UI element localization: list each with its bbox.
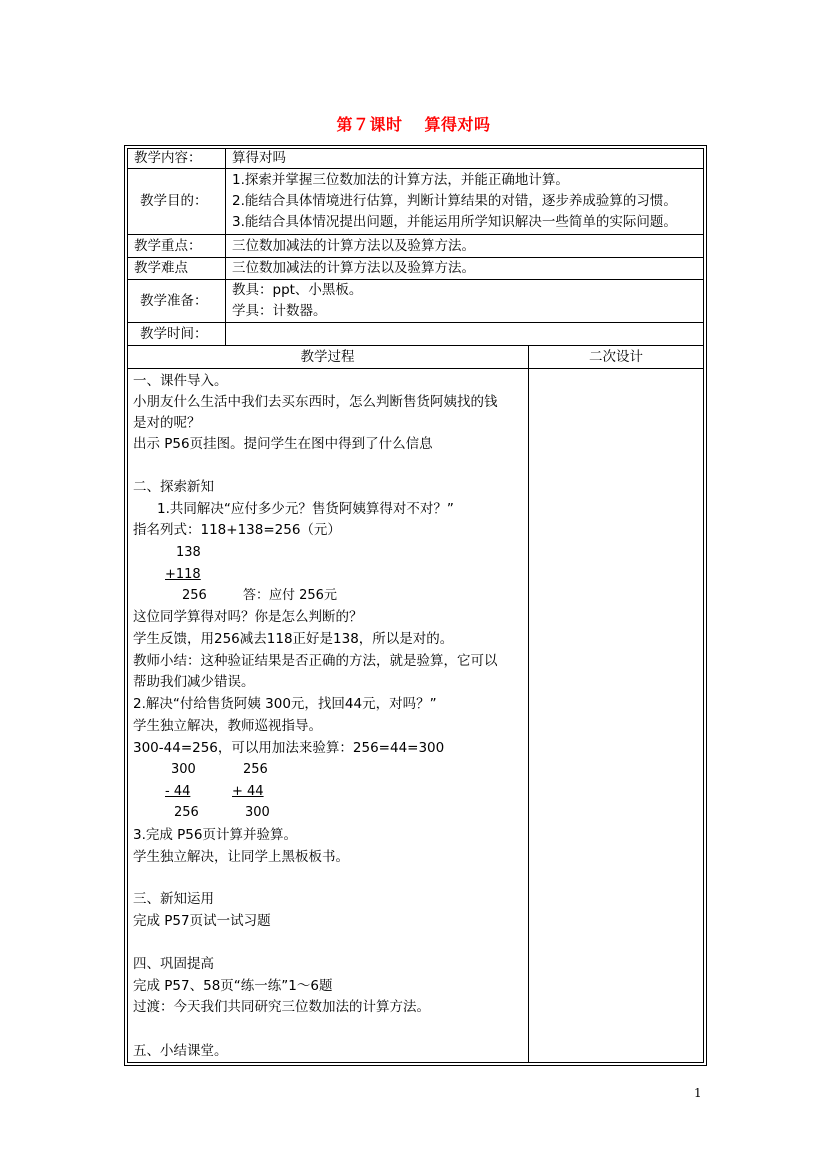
text-line: 小朋友什么生活中我们去买东西时，怎么判断售货阿姨找的钱 (133, 394, 498, 410)
label-time: 教学时间： (140, 326, 208, 342)
formula: 指名列式：118+138=256（元） (133, 522, 341, 538)
section-1-title: 一、课件导入。 (133, 373, 228, 389)
second-design-header: 二次设计 (589, 349, 643, 365)
text-line: 这位同学算得对吗？你是怎么判断的？ (133, 609, 363, 625)
preparation-student: 学具：计数器。 (232, 303, 327, 319)
row-divider (127, 322, 704, 323)
row-divider (127, 234, 704, 235)
value-content: 算得对吗 (232, 150, 286, 166)
objective-3: 3.能结合具体情况提出问题，并能运用所学知识解决一些简单的实际问题。 (232, 214, 677, 230)
calc2-top-b: 256 (243, 762, 268, 777)
label-key-points: 教学重点： (134, 238, 202, 254)
process-header: 教学过程 (300, 349, 355, 365)
text-line: 帮助我们减少错误。 (133, 674, 255, 690)
calc1-top: 138 (176, 545, 201, 560)
text-line: 学生反馈，用256减去118正好是138，所以是对的。 (133, 631, 454, 647)
lesson-name: 算得对吗 (424, 115, 491, 134)
question-1: 1.共同解决“应付多少元？售货阿姨算得对不对？” (157, 501, 454, 517)
calc1-bottom: +118 (165, 567, 201, 582)
text-line: 完成 P57、58页“练一练”1～6题 (133, 978, 333, 994)
calc2-result-b: 300 (245, 805, 270, 820)
text-line: 300-44=256，可以用加法来验算：256=44=300 (133, 740, 445, 756)
row-divider (127, 279, 704, 280)
text-line: 过渡：今天我们共同研究三位数加法的计算方法。 (133, 999, 430, 1015)
value-difficulties: 三位数加减法的计算方法以及验算方法。 (232, 260, 475, 276)
objective-1: 1.探索并掌握三位数加法的计算方法，并能正确地计算。 (232, 172, 569, 188)
row-divider (127, 345, 704, 346)
section-2-title: 二、探索新知 (133, 479, 214, 495)
label-objectives: 教学目的： (140, 193, 208, 209)
page-title (0, 112, 827, 135)
calc1-result: 256 (182, 588, 207, 603)
calc2-result-a: 256 (174, 805, 199, 820)
question-3: 3.完成 P56页计算并验算。 (133, 827, 297, 843)
text-line: 完成 P57页试一试习题 (133, 913, 271, 929)
section-4-title: 四、巩固提高 (133, 956, 214, 972)
calc2-top-a: 300 (171, 762, 196, 777)
text-line: 学生独立解决，让同学上黑板板书。 (133, 849, 349, 865)
text-line: 是对的呢？ (133, 415, 201, 431)
label-preparation: 教学准备： (140, 293, 208, 309)
process-column-divider (528, 345, 529, 1063)
label-difficulties: 教学难点 (134, 260, 188, 276)
page-number: 1 (694, 1086, 702, 1100)
text-line: 出示 P56页挂图。提问学生在图中得到了什么信息 (133, 436, 433, 452)
section-3-title: 三、新知运用 (133, 891, 214, 907)
calc2-bottom-a: - 44 (165, 784, 191, 799)
label-content: 教学内容： (134, 150, 202, 166)
text-line: 学生独立解决，教师巡视指导。 (133, 718, 322, 734)
calc2-bottom-b: + 44 (232, 784, 264, 799)
text-line: 教师小结：这种验证结果是否正确的方法，就是验算，它可以 (133, 653, 498, 669)
objective-2: 2.能结合具体情境进行估算，判断计算结果的对错，逐步养成验算的习惯。 (232, 193, 677, 209)
calc1-answer: 答：应付 256元 (243, 588, 337, 603)
preparation-teacher: 教具：ppt、小黑板。 (232, 282, 363, 298)
lesson-number: 第７课时 (336, 115, 403, 134)
label-column-divider (225, 148, 226, 345)
row-divider (127, 168, 704, 169)
section-5-title: 五、小结课堂。 (133, 1043, 228, 1059)
question-2: 2.解决“付给售货阿姨 300元，找回44元，对吗？” (133, 696, 437, 712)
row-divider (127, 368, 704, 369)
value-key-points: 三位数加减法的计算方法以及验算方法。 (232, 238, 475, 254)
